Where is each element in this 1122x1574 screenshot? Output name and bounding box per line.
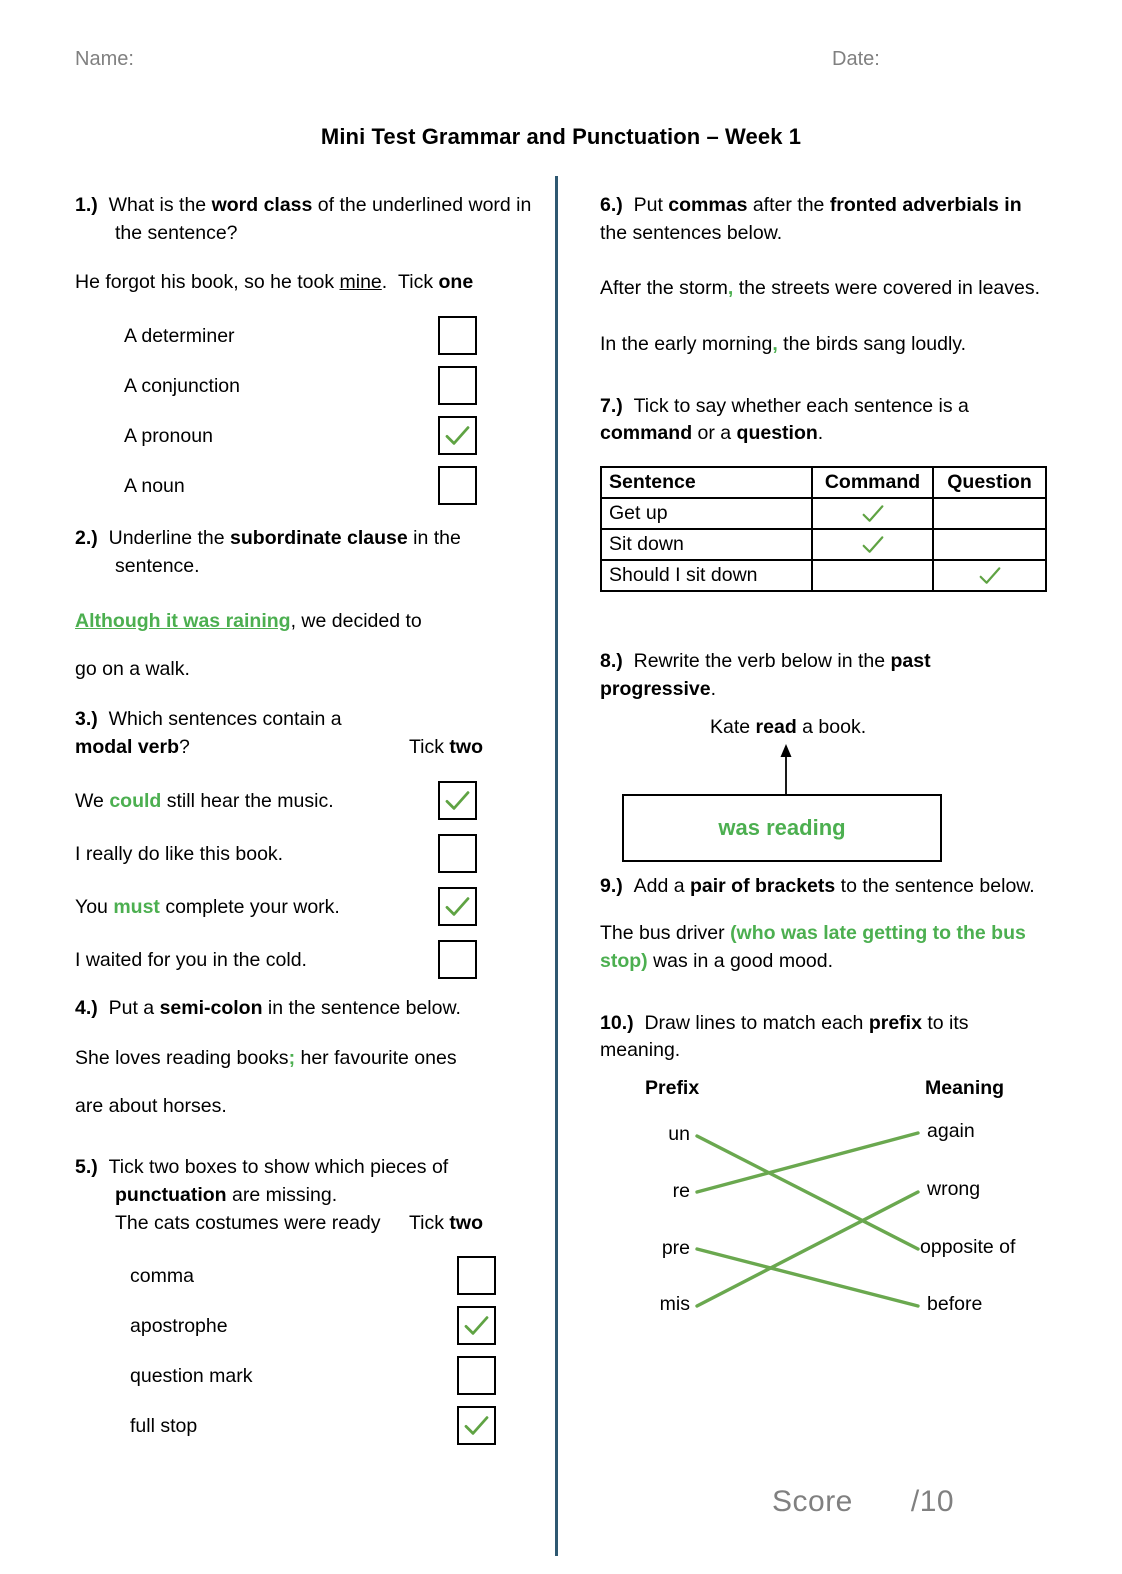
question-9-answer [600,920,1050,975]
q9-prompt-a: Add a [633,874,690,897]
th-command: Command [812,467,933,498]
q1-underlined-word: mine [339,271,382,294]
q5-prompt-a: Tick two boxes to show which pieces of [108,1156,449,1179]
question-5-sentence [75,1210,543,1238]
q4-prompt-bold: semi-colon [159,997,263,1020]
q8-prompt-a: Rewrite the verb below in the [633,650,891,673]
table-row [601,498,1046,529]
tick-cell-question-0[interactable] [933,498,1046,529]
q8-answer-area [600,716,1050,861]
q1-option-label-1: A conjunction [124,374,241,397]
q2-prompt-b: in the sentence. [115,527,461,577]
q5-prompt-bold: punctuation [115,1183,227,1206]
table-row [601,560,1046,591]
q4-prompt-b: in the sentence below. [262,997,461,1020]
q1-option-label-2: A pronoun [124,424,213,447]
q6-prompt-a: Put [633,194,669,216]
column-divider [555,176,558,1556]
q10-prompt-b: to its meaning. [600,1011,969,1062]
checkbox-q1-3[interactable] [438,466,477,505]
q6-s2-comma: , [772,333,778,356]
question-6-sentence-1 [600,275,1050,303]
prefix-item-re[interactable]: re [672,1179,690,1202]
q3-sentence-3: I waited for you in the cold. [75,949,307,972]
td-sentence-2: Should I sit down [601,560,812,591]
q7-prompt-bold1: command [600,422,693,445]
q1-option-row[interactable] [75,411,543,461]
q2-sentence-rest: , we decided to [290,610,422,633]
table-header-row [601,467,1046,498]
q1-prompt-bold: word class [211,194,313,216]
q5-option-label-0: comma [130,1264,194,1287]
q1-option-label-0: A determiner [124,324,235,347]
q7-prompt-b: or a [692,422,737,445]
q4-sentence-post: her favourite ones [295,1046,457,1069]
th-sentence: Sentence [601,467,812,498]
td-sentence-0: Get up [601,498,812,529]
q6-s1-comma: , [727,277,734,300]
question-8-number: 8.) [600,650,623,673]
score-total: /10 [910,1485,955,1518]
prefix-item-un[interactable]: un [668,1122,690,1145]
q6-s2-post: the birds sang loudly. [777,333,967,356]
tick-cell-command-2[interactable] [812,560,933,591]
table-row [601,529,1046,560]
question-4-answer-line2: are about horses. [75,1094,227,1117]
prefix-matching-exercise [600,1076,1050,1315]
q1-prompt-a: What is the [108,194,212,216]
q8-prompt-bold: past progressive [600,650,931,700]
q1-option-row[interactable] [75,461,543,511]
question-2-number: 2.) [75,527,98,550]
q6-prompt-c: the sentences below. [600,221,783,244]
checkbox-q1-0[interactable] [438,316,477,355]
checkbox-q5-2[interactable] [457,1356,496,1395]
q3-tick-instruction: Tick two [408,735,483,758]
q5-option-row[interactable] [75,1401,543,1451]
checkbox-q3-3[interactable] [438,940,477,979]
q2-prompt-a: Underline the [108,527,231,550]
page-title: Mini Test Grammar and Punctuation – Week 1 [320,124,802,149]
q3-prompt-bold: modal verb [75,735,180,758]
checkbox-q5-1[interactable] [457,1306,496,1345]
q3-sentence-row[interactable] [75,881,543,934]
q5-option-row[interactable] [75,1251,543,1301]
question-3-number: 3.) [75,707,98,730]
checkbox-q3-2[interactable] [438,887,477,926]
question-7-prompt [600,393,1050,448]
q8-sentence-verb: read [755,715,797,738]
worksheet-header [0,48,1122,84]
question-4-number: 4.) [75,997,98,1020]
question-2-prompt [75,525,543,580]
q8-answer-box[interactable] [622,794,942,862]
q8-answer-text: was reading [718,814,846,840]
matching-header-left: Prefix [645,1076,700,1099]
q6-s1-post: the streets were covered in leaves. [733,277,1041,300]
q1-tick-bold: one [438,271,474,294]
tick-cell-command-0[interactable] [812,498,933,529]
meaning-item-before[interactable]: before [927,1292,983,1315]
q8-sentence [710,716,866,739]
question-2-answer-line1 [75,608,543,636]
question-6-prompt [600,192,1050,247]
q9-sentence-post: was in a good mood. [647,949,834,972]
q4-prompt-a: Put a [108,997,160,1020]
checkbox-q1-2[interactable] [438,416,477,455]
q8-prompt-b: . [710,677,716,700]
tick-cell-question-1[interactable] [933,529,1046,560]
checkbox-q5-0[interactable] [457,1256,496,1295]
name-label: Name: [75,48,134,70]
q9-prompt-bold: pair of brackets [690,874,836,897]
question-3-prompt [75,706,543,734]
question-1-prompt [75,192,543,247]
q6-s2-pre: In the early morning [600,333,773,356]
q1-prompt-b: of the underlined word in the sentence? [115,194,532,244]
date-label: Date: [832,48,880,70]
question-4-prompt [75,995,543,1023]
q3-sentence-row[interactable] [75,934,543,987]
question-3-prompt-line2 [75,734,543,762]
checkbox-q5-3[interactable] [457,1406,496,1445]
q5-sentence: The cats costumes were ready [115,1211,381,1234]
tick-cell-question-2[interactable] [933,560,1046,591]
right-column [600,192,1050,1315]
q4-answer-mark: ; [288,1046,296,1069]
q1-option-label-3: A noun [124,474,185,497]
q10-prompt-bold: prefix [868,1011,922,1034]
question-2-answer-line2: go on a walk. [75,658,190,681]
q5-option-row[interactable] [75,1351,543,1401]
q2-prompt-bold: subordinate clause [230,527,408,550]
tick-cell-command-1[interactable] [812,529,933,560]
q3-sentence-row[interactable] [75,775,543,828]
q6-prompt-bold2: fronted adverbials in [829,194,1022,216]
question-8-prompt [600,648,1050,703]
question-7-number: 7.) [600,394,623,417]
question-1-number: 1.) [75,194,98,216]
q9-sentence-pre: The bus driver [600,922,731,945]
question-9-number: 9.) [600,874,623,897]
meaning-item-again[interactable]: again [927,1119,975,1142]
checkbox-q3-1[interactable] [438,834,477,873]
q3-sentence-2: You must complete your work. [75,896,340,919]
prefix-item-pre[interactable]: pre [661,1236,690,1259]
score-label: Score [772,1485,853,1518]
question-10-number: 10.) [600,1011,634,1034]
meaning-item-wrong[interactable]: wrong [927,1177,981,1200]
q1-sentence-pre: He forgot his book, so he took [75,271,340,294]
q5-option-label-1: apostrophe [130,1314,228,1337]
question-5-prompt [75,1154,543,1209]
question-6-sentence-2 [600,331,1050,359]
th-question: Question [933,467,1046,498]
q8-sentence-post: a book. [796,715,867,738]
q1-sentence-post: . [381,271,388,294]
q4-sentence-pre: She loves reading books [75,1046,289,1069]
question-4-answer-line1 [75,1045,543,1073]
q9-prompt-b: to the sentence below. [835,874,1035,897]
q8-sentence-pre: Kate [710,715,756,738]
q5-option-label-3: full stop [130,1414,198,1437]
q3-prompt-b: ? [179,735,190,758]
td-sentence-1: Sit down [601,529,812,560]
q6-s1-pre: After the storm [600,277,728,300]
question-5-number: 5.) [75,1156,98,1179]
q1-option-row[interactable] [75,361,543,411]
q7-prompt-c: . [817,422,824,445]
up-arrow-icon [778,743,794,796]
q7-prompt-a: Tick to say whether each sentence is a [633,394,969,417]
q1-tick-text: Tick [398,271,439,294]
q5-tick-instruction: Tick two [408,1211,483,1234]
score-area [772,1485,954,1519]
matching-header-right: Meaning [925,1076,1005,1099]
prefix-item-mis[interactable]: mis [659,1292,690,1315]
q5-prompt-b: are missing. [226,1183,338,1206]
q9-answer-brackets: (who was late getting to the bus stop) [600,922,1026,972]
checkbox-q1-1[interactable] [438,366,477,405]
q3-sentence-row[interactable] [75,828,543,881]
q6-prompt-b: after the [747,194,830,216]
question-6-number: 6.) [600,194,623,216]
q5-option-row[interactable] [75,1301,543,1351]
meaning-item-opposite-of[interactable]: opposite of [920,1235,1016,1258]
q3-prompt-a: Which sentences contain a [108,707,342,730]
q3-sentence-0: We could still hear the music. [75,790,334,813]
question-10-prompt [600,1010,1050,1065]
q2-answer-clause: Although it was raining [75,610,291,633]
question-1-sentence [75,269,543,297]
command-question-table [600,466,1047,592]
q3-sentence-1: I really do like this book. [75,843,284,866]
q5-option-label-2: question mark [130,1364,253,1387]
q7-prompt-bold2: question [736,422,818,445]
q10-prompt-a: Draw lines to match each [644,1011,869,1034]
q1-option-row[interactable] [75,311,543,361]
q6-prompt-bold1: commas [668,194,748,216]
question-9-prompt [600,873,1050,901]
left-column [75,192,543,1451]
checkbox-q3-0[interactable] [438,781,477,820]
